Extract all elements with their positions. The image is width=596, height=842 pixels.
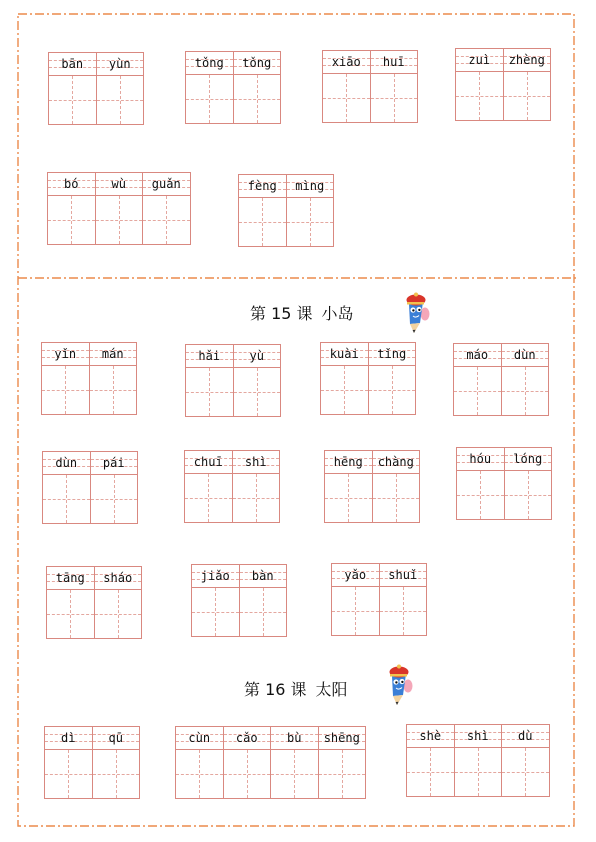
lesson-name: 小岛: [321, 304, 354, 323]
lesson-name: 太阳: [315, 680, 348, 699]
pinyin-label: fèng: [239, 175, 286, 198]
pinyin-label: yǎo: [332, 564, 379, 587]
pinyin-grid-group: [324, 450, 420, 523]
pinyin-label: bān: [49, 53, 96, 76]
pinyin-label: zuì: [456, 49, 503, 72]
tianzige-cell: [90, 343, 137, 414]
tianzige-cell: [325, 451, 373, 522]
pinyin-label: guǎn: [143, 173, 190, 196]
character-square: [332, 587, 379, 635]
character-square: [373, 474, 420, 522]
pinyin-label: yù: [234, 345, 281, 368]
character-square: [502, 367, 549, 415]
character-square: [371, 74, 418, 122]
pinyin-label: dù: [502, 725, 549, 748]
tianzige-cell: [373, 451, 420, 522]
character-square: [502, 748, 549, 796]
tianzige-cell: [93, 727, 140, 798]
character-square: [224, 750, 271, 798]
pinyin-grid-group: [42, 451, 138, 524]
tianzige-cell: [224, 727, 272, 798]
character-square: [234, 368, 281, 416]
character-square: [97, 76, 144, 124]
tianzige-cell: [91, 452, 138, 523]
pinyin-label: dùn: [43, 452, 90, 475]
tianzige-cell: [332, 564, 380, 635]
pinyin-label: huī: [371, 51, 418, 74]
pinyin-label: hēng: [325, 451, 372, 474]
lesson-title: [244, 680, 348, 700]
pinyin-grid-group: [320, 342, 416, 415]
pinyin-label: qū: [93, 727, 140, 750]
pinyin-label: cùn: [176, 727, 223, 750]
tianzige-cell: [233, 451, 280, 522]
tianzige-cell: [186, 52, 234, 123]
pinyin-label: shì: [455, 725, 502, 748]
character-square: [457, 471, 504, 519]
tianzige-cell: [43, 452, 91, 523]
character-square: [319, 750, 366, 798]
pinyin-grid-group: [44, 726, 140, 799]
pinyin-grid-group: [455, 48, 551, 121]
tianzige-cell: [42, 343, 90, 414]
character-square: [234, 75, 281, 123]
tianzige-cell: [407, 725, 455, 796]
tianzige-cell: [502, 344, 549, 415]
tianzige-cell: [455, 725, 503, 796]
pencil-mascot-icon: [398, 292, 432, 334]
pinyin-grid-group: [238, 174, 334, 247]
tianzige-cell: [321, 343, 369, 414]
pinyin-label: tāng: [47, 567, 94, 590]
tianzige-cell: [287, 175, 334, 246]
tianzige-cell: [96, 173, 144, 244]
pinyin-label: wù: [96, 173, 143, 196]
pinyin-grid-group: [47, 172, 191, 245]
pinyin-label: máo: [454, 344, 501, 367]
tianzige-cell: [239, 175, 287, 246]
pinyin-label: mán: [90, 343, 137, 366]
character-square: [90, 366, 137, 414]
character-square: [323, 74, 370, 122]
character-square: [95, 590, 142, 638]
pinyin-label: jiǎo: [192, 565, 239, 588]
outer-dashed-border: [18, 14, 574, 826]
character-square: [456, 72, 503, 120]
pinyin-grid-group: [46, 566, 142, 639]
tianzige-cell: [457, 448, 505, 519]
pinyin-grid-group: [453, 343, 549, 416]
tianzige-cell: [502, 725, 549, 796]
tianzige-cell: [504, 49, 551, 120]
tianzige-cell: [505, 448, 552, 519]
pinyin-grid-group: [48, 52, 144, 125]
character-square: [91, 475, 138, 523]
character-square: [43, 475, 90, 523]
character-square: [47, 590, 94, 638]
pinyin-label: pái: [91, 452, 138, 475]
pinyin-label: shuǐ: [380, 564, 427, 587]
tianzige-cell: [47, 567, 95, 638]
tianzige-cell: [369, 343, 416, 414]
lesson-title: [250, 304, 354, 324]
pinyin-label: chuī: [185, 451, 232, 474]
pinyin-grid-group: [191, 564, 287, 637]
character-square: [505, 471, 552, 519]
pinyin-label: dùn: [502, 344, 549, 367]
tianzige-cell: [185, 451, 233, 522]
pinyin-label: tǒng: [234, 52, 281, 75]
pinyin-label: shēng: [319, 727, 366, 750]
pinyin-label: kuài: [321, 343, 368, 366]
pinyin-label: tǐng: [369, 343, 416, 366]
tianzige-cell: [234, 345, 281, 416]
lesson-number-label: 第 16 课: [244, 680, 307, 699]
pinyin-grid-group: [322, 50, 418, 123]
pinyin-label: zhèng: [504, 49, 551, 72]
character-square: [325, 474, 372, 522]
pinyin-label: shì: [233, 451, 280, 474]
character-square: [321, 366, 368, 414]
character-square: [45, 750, 92, 798]
character-square: [455, 748, 502, 796]
pencil-mascot-icon: [381, 664, 415, 706]
character-square: [380, 587, 427, 635]
tianzige-cell: [48, 173, 96, 244]
tianzige-cell: [454, 344, 502, 415]
character-square: [186, 75, 233, 123]
character-square: [239, 198, 286, 246]
pinyin-label: dì: [45, 727, 92, 750]
character-square: [271, 750, 318, 798]
character-square: [185, 474, 232, 522]
pinyin-label: tǒng: [186, 52, 233, 75]
pinyin-label: sháo: [95, 567, 142, 590]
pinyin-label: cǎo: [224, 727, 271, 750]
tianzige-cell: [192, 565, 240, 636]
lesson-number-label: 第 15 课: [250, 304, 313, 323]
tianzige-cell: [97, 53, 144, 124]
pinyin-grid-group: [185, 51, 281, 124]
pinyin-label: xiāo: [323, 51, 370, 74]
pinyin-label: yǐn: [42, 343, 89, 366]
tianzige-cell: [371, 51, 418, 122]
pinyin-grid-group: [41, 342, 137, 415]
tianzige-cell: [176, 727, 224, 798]
pinyin-grid-group: [185, 344, 281, 417]
character-square: [369, 366, 416, 414]
character-square: [176, 750, 223, 798]
tianzige-cell: [323, 51, 371, 122]
pinyin-grid-group: [456, 447, 552, 520]
pinyin-label: bó: [48, 173, 95, 196]
character-square: [143, 196, 190, 244]
character-square: [407, 748, 454, 796]
tianzige-cell: [456, 49, 504, 120]
character-square: [454, 367, 501, 415]
character-square: [504, 72, 551, 120]
character-square: [49, 76, 96, 124]
character-square: [48, 196, 95, 244]
pinyin-label: shè: [407, 725, 454, 748]
pinyin-label: yùn: [97, 53, 144, 76]
pinyin-label: hóu: [457, 448, 504, 471]
tianzige-cell: [143, 173, 190, 244]
pinyin-grid-group: [175, 726, 366, 799]
tianzige-cell: [95, 567, 142, 638]
pinyin-label: chàng: [373, 451, 420, 474]
character-square: [233, 474, 280, 522]
tianzige-cell: [271, 727, 319, 798]
pinyin-label: mìng: [287, 175, 334, 198]
pinyin-grid-group: [406, 724, 550, 797]
character-square: [42, 366, 89, 414]
tianzige-cell: [45, 727, 93, 798]
tianzige-cell: [380, 564, 427, 635]
character-square: [287, 198, 334, 246]
pinyin-label: hǎi: [186, 345, 233, 368]
pinyin-grid-group: [184, 450, 280, 523]
pinyin-label: lóng: [505, 448, 552, 471]
pinyin-grid-group: [331, 563, 427, 636]
pinyin-label: bù: [271, 727, 318, 750]
tianzige-cell: [319, 727, 366, 798]
tianzige-cell: [186, 345, 234, 416]
tianzige-cell: [49, 53, 97, 124]
character-square: [186, 368, 233, 416]
character-square: [96, 196, 143, 244]
tianzige-cell: [234, 52, 281, 123]
character-square: [93, 750, 140, 798]
pinyin-label: bàn: [240, 565, 287, 588]
tianzige-cell: [240, 565, 287, 636]
character-square: [192, 588, 239, 636]
character-square: [240, 588, 287, 636]
